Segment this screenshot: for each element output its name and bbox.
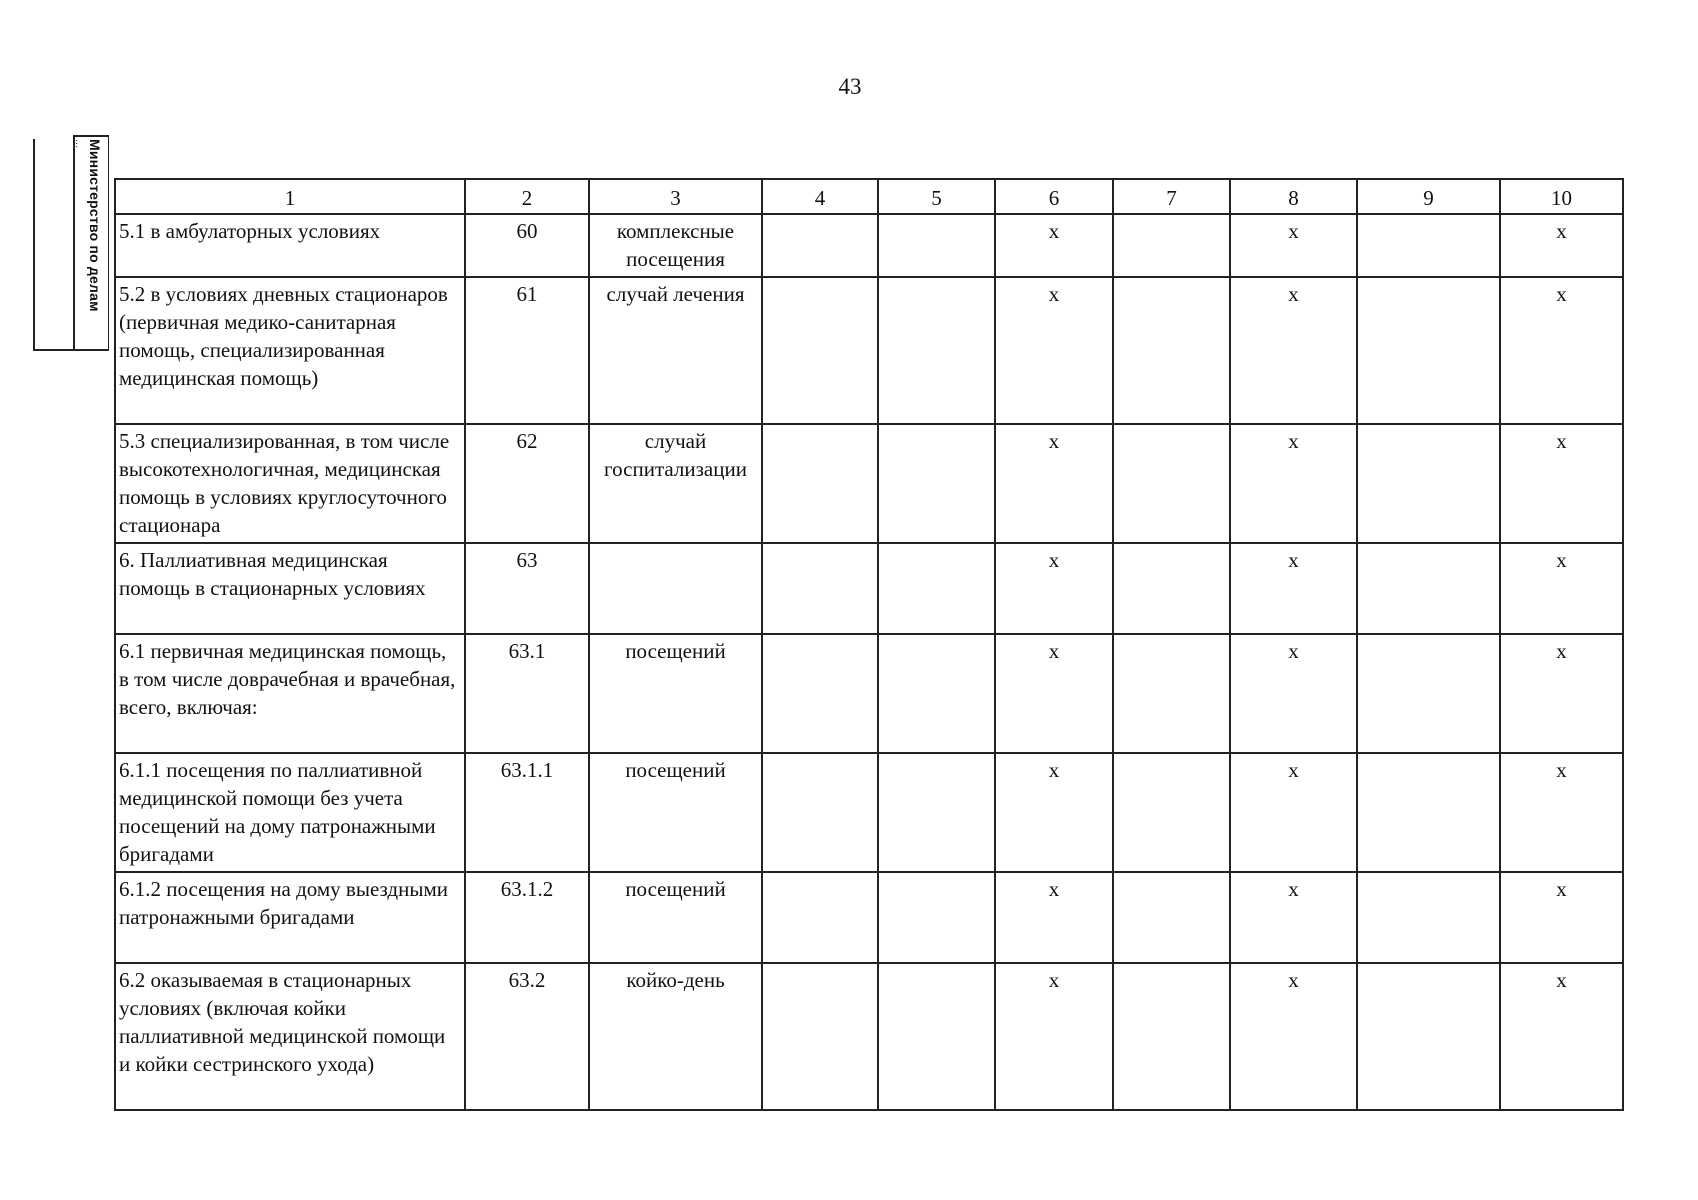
empty-cell: [1357, 277, 1500, 424]
empty-cell: [1113, 634, 1230, 753]
empty-cell: [878, 424, 995, 543]
column-header: 9: [1357, 179, 1500, 214]
cell-col-6: x: [995, 634, 1113, 753]
empty-cell: [762, 424, 878, 543]
cell-col-8: x: [1230, 543, 1357, 634]
empty-cell: [1357, 424, 1500, 543]
cell-col-10: x: [1500, 277, 1623, 424]
table-row: [115, 543, 1623, 634]
empty-cell: [1113, 277, 1230, 424]
cell-col-10: x: [1500, 424, 1623, 543]
empty-cell: [1113, 963, 1230, 1110]
empty-cell: [1113, 214, 1230, 277]
empty-cell: [878, 963, 995, 1110]
cell-col-8: x: [1230, 963, 1357, 1110]
empty-cell: [1357, 214, 1500, 277]
row-name: 5.2 в условиях дневных стационаров (первичная медико-санитарная помощь, специализированная медицинская помощь): [115, 277, 465, 424]
table-row: [115, 634, 1623, 753]
row-unit: посещений: [589, 634, 762, 753]
table-row: [115, 214, 1623, 277]
empty-cell: [878, 277, 995, 424]
table-row: [115, 277, 1623, 424]
row-unit: койко-день: [589, 963, 762, 1110]
cell-col-10: x: [1500, 872, 1623, 963]
empty-cell: [1357, 963, 1500, 1110]
cell-col-6: x: [995, 543, 1113, 634]
empty-cell: [762, 963, 878, 1110]
empty-cell: [762, 543, 878, 634]
row-code: 63.2: [465, 963, 589, 1110]
column-header: 4: [762, 179, 878, 214]
cell-col-6: x: [995, 424, 1113, 543]
row-name: 6.1.2 посещения на дому выездными патронажными бригадами: [115, 872, 465, 963]
cell-col-10: x: [1500, 543, 1623, 634]
row-code: 61: [465, 277, 589, 424]
row-name: 6.2 оказываемая в стационарных условиях (включая койки паллиативной медицинской помощи и койки сестринского ухода): [115, 963, 465, 1110]
column-header: 10: [1500, 179, 1623, 214]
cell-col-8: x: [1230, 634, 1357, 753]
empty-cell: [878, 543, 995, 634]
column-header: 3: [589, 179, 762, 214]
column-header: 5: [878, 179, 995, 214]
table-row: [115, 424, 1623, 543]
cell-col-10: x: [1500, 634, 1623, 753]
row-name: 5.1 в амбулаторных условиях: [115, 214, 465, 277]
empty-cell: [878, 872, 995, 963]
row-name: 6. Паллиативная медицинская помощь в стационарных условиях: [115, 543, 465, 634]
cell-col-8: x: [1230, 872, 1357, 963]
stamp-title: Министерство по делам: [87, 139, 103, 312]
stamp-border-line: [33, 349, 73, 351]
row-unit: случай госпитализации: [589, 424, 762, 543]
empty-cell: [878, 753, 995, 872]
empty-cell: [1113, 543, 1230, 634]
empty-cell: [878, 214, 995, 277]
empty-cell: [1113, 872, 1230, 963]
cell-col-10: x: [1500, 963, 1623, 1110]
empty-cell: [1357, 634, 1500, 753]
row-unit: комплексные посещения: [589, 214, 762, 277]
empty-cell: [762, 277, 878, 424]
column-header: 1: [115, 179, 465, 214]
empty-cell: [1113, 753, 1230, 872]
cell-col-6: x: [995, 963, 1113, 1110]
stamp-border-line: [33, 139, 35, 351]
row-code: 62: [465, 424, 589, 543]
cell-col-8: x: [1230, 424, 1357, 543]
table-row: [115, 872, 1623, 963]
row-code: 63.1.2: [465, 872, 589, 963]
empty-cell: [1113, 424, 1230, 543]
row-unit: случай лечения: [589, 277, 762, 424]
table-header-row: [115, 179, 1623, 214]
row-name: 5.3 специализированная, в том числе высокотехнологичная, медицинская помощь в условиях круглосуточного стационара: [115, 424, 465, 543]
cell-col-6: x: [995, 753, 1113, 872]
column-header: 2: [465, 179, 589, 214]
cell-col-10: x: [1500, 214, 1623, 277]
page-number: 43: [838, 74, 862, 99]
cell-col-6: x: [995, 277, 1113, 424]
row-unit: [589, 543, 762, 634]
cell-col-8: x: [1230, 214, 1357, 277]
empty-cell: [878, 634, 995, 753]
empty-cell: [762, 634, 878, 753]
row-code: 63: [465, 543, 589, 634]
cell-col-8: x: [1230, 277, 1357, 424]
column-header: 6: [995, 179, 1113, 214]
row-name: 6.1.1 посещения по паллиативной медицинской помощи без учета посещений на дому патронажными бригадами: [115, 753, 465, 872]
empty-cell: [1357, 753, 1500, 872]
stamp-subtitle: ...: [73, 139, 85, 149]
side-stamp: [33, 135, 109, 351]
row-code: 63.1.1: [465, 753, 589, 872]
empty-cell: [762, 872, 878, 963]
data-table: [114, 178, 1624, 1111]
cell-col-10: x: [1500, 753, 1623, 872]
table-row: [115, 753, 1623, 872]
column-header: 7: [1113, 179, 1230, 214]
row-unit: посещений: [589, 753, 762, 872]
table-row: [115, 963, 1623, 1110]
column-header: 8: [1230, 179, 1357, 214]
empty-cell: [1357, 543, 1500, 634]
cell-col-8: x: [1230, 753, 1357, 872]
row-name: 6.1 первичная медицинская помощь, в том числе доврачебная и врачебная, всего, включая:: [115, 634, 465, 753]
row-code: 63.1: [465, 634, 589, 753]
empty-cell: [1357, 872, 1500, 963]
cell-col-6: x: [995, 214, 1113, 277]
empty-cell: [762, 214, 878, 277]
row-unit: посещений: [589, 872, 762, 963]
cell-col-6: x: [995, 872, 1113, 963]
row-code: 60: [465, 214, 589, 277]
empty-cell: [762, 753, 878, 872]
